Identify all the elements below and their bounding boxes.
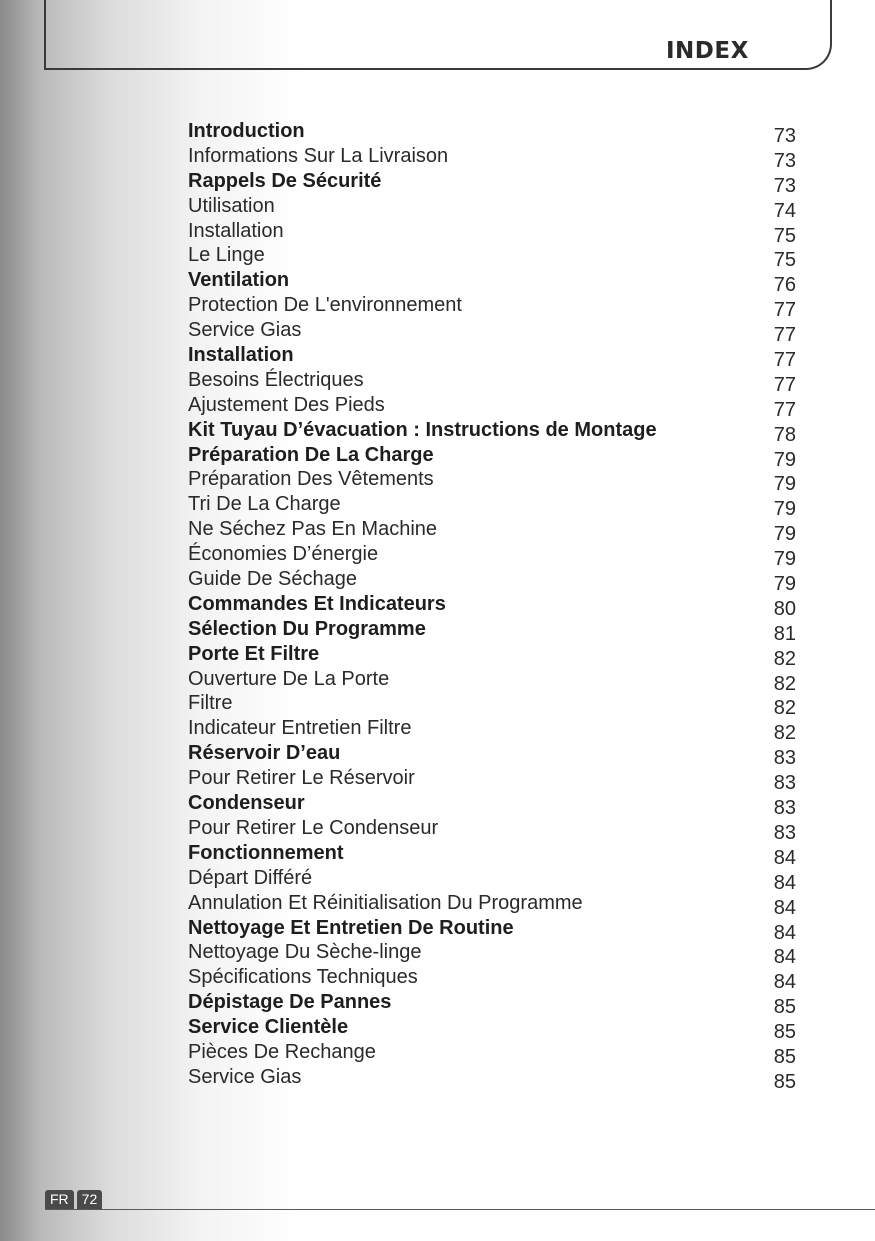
toc-entry-page: 83 [773, 797, 796, 820]
toc-entry-page: 81 [773, 622, 796, 645]
toc-entry-label: Commandes Et Indicateurs [188, 592, 446, 615]
toc-entry-label: Guide De Séchage [188, 568, 358, 591]
toc-entry-page: 77 [773, 373, 796, 396]
toc-entry[interactable] [188, 144, 796, 172]
toc-entry[interactable] [188, 816, 796, 844]
toc-entry-label: Économies D’énergie [188, 543, 379, 566]
toc-entry[interactable] [188, 169, 796, 197]
toc-entry-page: 84 [773, 871, 796, 894]
footer-divider [45, 1209, 875, 1210]
toc-entry[interactable] [188, 1015, 796, 1044]
toc-entry-label: Installation [188, 219, 284, 242]
page-number-badge: 72 [77, 1190, 103, 1209]
toc-entry-page: 79 [773, 473, 796, 496]
toc-entry-page: 79 [773, 548, 796, 571]
toc-entry[interactable] [188, 1040, 796, 1068]
toc-entry-page: 77 [773, 349, 796, 372]
toc-entry-page: 84 [773, 971, 796, 994]
toc-entry[interactable] [188, 219, 796, 247]
toc-entry[interactable] [188, 617, 796, 645]
toc-entry-label: Service Clientèle [188, 1016, 349, 1039]
toc-entry-label: Annulation Et Réinitialisation Du Programme [188, 891, 583, 914]
toc-entry-page: 73 [773, 125, 796, 147]
toc-entry-label: Kit Tuyau D’évacuation : Instructions de Montage [188, 418, 657, 441]
toc-entry-label: Préparation Des Vêtements [188, 468, 434, 491]
toc-entry-page: 79 [773, 498, 796, 521]
toc-entry[interactable] [188, 642, 796, 670]
toc-entry[interactable] [188, 243, 796, 272]
toc-entry-page: 84 [773, 846, 796, 869]
toc-entry-label: Ventilation [188, 269, 290, 292]
toc-entry[interactable] [188, 916, 796, 944]
toc-entry-label: Spécifications Techniques [188, 966, 418, 989]
toc-entry-label: Besoins Électriques [188, 368, 364, 391]
toc-entry[interactable] [188, 567, 796, 596]
toc-entry-label: Condenseur [188, 792, 305, 815]
toc-entry[interactable] [188, 393, 796, 421]
toc-entry[interactable] [188, 492, 796, 521]
toc-entry-page: 83 [773, 772, 796, 795]
toc-entry-page: 79 [773, 523, 796, 546]
toc-entry-page: 77 [773, 324, 796, 347]
toc-entry-page: 83 [773, 747, 796, 770]
toc-entry-page: 75 [773, 224, 796, 247]
toc-entry[interactable] [188, 368, 796, 396]
toc-entry[interactable] [188, 1065, 796, 1093]
toc-entry[interactable] [188, 891, 796, 919]
toc-entry-page: 79 [773, 573, 796, 596]
toc-entry-label: Installation [188, 344, 294, 367]
toc-entry-label: Pour Retirer Le Réservoir [188, 767, 415, 790]
toc-entry-page: 77 [773, 299, 796, 322]
toc-entry-page: 77 [773, 398, 796, 421]
toc-entry-page: 85 [773, 1021, 796, 1044]
toc-entry[interactable] [188, 119, 796, 147]
toc-entry-label: Ouverture De La Porte [188, 667, 390, 690]
toc-entry-page: 85 [773, 1045, 796, 1068]
toc-entry-label: Filtre [188, 692, 233, 715]
toc-entry-label: Fonctionnement [188, 841, 344, 864]
toc-entry[interactable] [188, 293, 796, 322]
toc-entry[interactable] [188, 965, 796, 994]
toc-entry[interactable] [188, 343, 796, 372]
toc-entry-label: Réservoir D’eau [188, 742, 341, 765]
toc-entry-label: Service Gias [188, 319, 302, 342]
toc-entry-label: Pièces De Rechange [188, 1040, 376, 1063]
toc-entry-label: Indicateur Entretien Filtre [188, 717, 412, 740]
language-badge: FR [45, 1190, 74, 1209]
toc-entry-page: 85 [773, 1070, 796, 1093]
toc-entry[interactable] [188, 418, 796, 446]
toc-entry-label: Service Gias [188, 1065, 302, 1088]
toc-entry-page: 73 [773, 174, 796, 197]
toc-entry-label: Départ Différé [188, 866, 313, 889]
toc-entry-label: Protection De L'environnement [188, 294, 462, 317]
toc-entry-page: 82 [773, 647, 796, 670]
toc-entry-label: Tri De La Charge [188, 493, 341, 516]
toc-entry[interactable] [188, 691, 796, 720]
toc-entry[interactable] [188, 268, 796, 297]
toc-entry-label: Porte Et Filtre [188, 642, 320, 665]
toc-entry-page: 74 [773, 199, 796, 222]
toc-entry-page: 85 [773, 996, 796, 1019]
toc-entry[interactable] [188, 467, 796, 496]
toc-entry[interactable] [188, 443, 796, 471]
toc-entry-page: 79 [773, 448, 796, 471]
toc-entry-page: 82 [773, 672, 796, 695]
toc-entry[interactable] [188, 741, 796, 770]
toc-entry-page: 80 [773, 597, 796, 620]
toc-entry[interactable] [188, 592, 796, 620]
toc-entry-label: Le Linge [188, 244, 265, 267]
toc-entry-label: Introduction [188, 120, 305, 142]
toc-entry-page: 84 [773, 921, 796, 944]
toc-entry[interactable] [188, 667, 796, 695]
toc-entry[interactable] [188, 791, 796, 820]
toc-entry-page: 82 [773, 697, 796, 720]
toc-entry[interactable] [188, 517, 796, 546]
toc-entry-page: 73 [773, 149, 796, 172]
toc-entry-page: 76 [773, 274, 796, 297]
page-title: INDEX [666, 38, 749, 64]
toc-entry-label: Ne Séchez Pas En Machine [188, 518, 438, 541]
toc-entry-label: Pour Retirer Le Condenseur [188, 816, 439, 839]
toc-entry-page: 84 [773, 896, 796, 919]
toc-entry-page: 84 [773, 946, 796, 969]
table-of-contents [188, 119, 796, 1093]
toc-entry[interactable] [188, 940, 796, 969]
toc-entry-label: Préparation De La Charge [188, 443, 434, 466]
toc-entry-page: 82 [773, 722, 796, 745]
toc-entry-label: Dépistage De Pannes [188, 991, 392, 1014]
toc-entry[interactable] [188, 841, 796, 869]
toc-entry-label: Ajustement Des Pieds [188, 393, 385, 416]
toc-entry-label: Utilisation [188, 194, 275, 217]
toc-entry-label: Nettoyage Du Sèche-linge [188, 941, 422, 964]
toc-entry-label: Informations Sur La Livraison [188, 144, 449, 167]
toc-entry[interactable] [188, 766, 796, 795]
toc-entry-page: 78 [773, 423, 796, 446]
toc-entry[interactable] [188, 194, 796, 222]
toc-entry[interactable] [188, 866, 796, 894]
toc-entry-label: Rappels De Sécurité [188, 169, 382, 192]
toc-entry[interactable] [188, 542, 796, 571]
footer-badges [45, 1190, 102, 1209]
toc-entry[interactable] [188, 716, 796, 745]
toc-entry[interactable] [188, 990, 796, 1019]
toc-entry-label: Nettoyage Et Entretien De Routine [188, 916, 514, 939]
toc-entry[interactable] [188, 318, 796, 347]
toc-entry-page: 75 [773, 249, 796, 272]
toc-entry-label: Sélection Du Programme [188, 617, 426, 640]
toc-entry-page: 83 [773, 821, 796, 844]
